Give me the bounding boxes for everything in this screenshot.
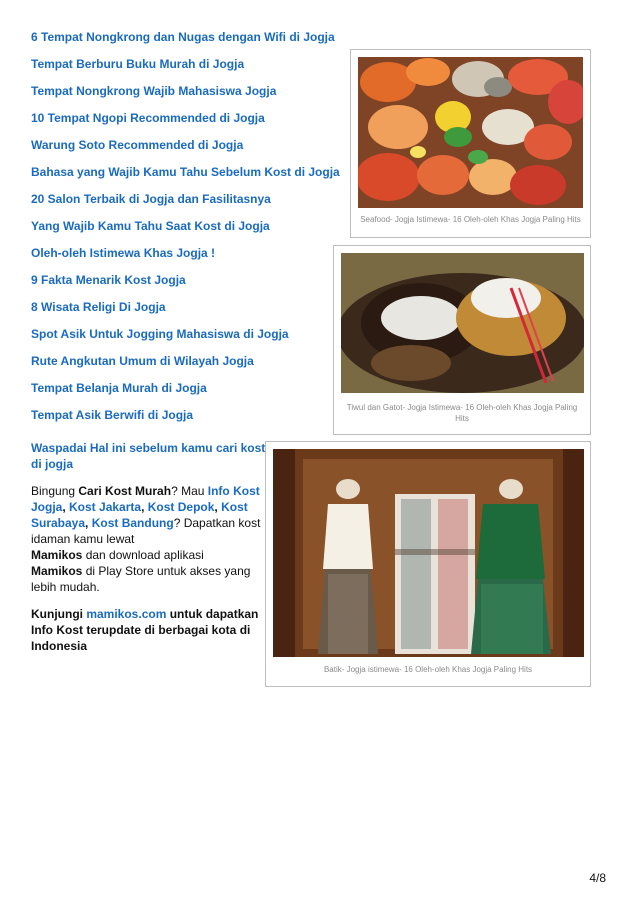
related-link[interactable]: Tempat Belanja Murah di Jogja bbox=[31, 381, 207, 395]
promo-bold: Mamikos bbox=[31, 564, 83, 578]
kost-surabaya-link[interactable]: Kost Surabaya bbox=[31, 500, 248, 530]
visit-text: untuk dapatkan Info Kost terupdate di berbagai kota di Indonesia bbox=[31, 607, 259, 653]
visit-paragraph bbox=[31, 606, 271, 654]
kost-depok-link[interactable]: Kost Depok bbox=[147, 500, 215, 514]
warning-link[interactable]: Waspadai Hal ini sebelum kamu cari kost di jogja bbox=[31, 441, 266, 471]
related-link[interactable]: Spot Asik Untuk Jogging Mahasiswa di Jogja bbox=[31, 327, 289, 341]
promo-paragraph bbox=[31, 483, 271, 595]
visit-text: Kunjungi bbox=[31, 607, 87, 621]
related-link[interactable]: Oleh-oleh Istimewa Khas Jogja ! bbox=[31, 246, 216, 260]
related-link[interactable]: 9 Fakta Menarik Kost Jogja bbox=[31, 273, 186, 287]
related-link[interactable]: Warung Soto Recommended di Jogja bbox=[31, 138, 244, 152]
figure-tiwul-gatot bbox=[333, 245, 591, 435]
related-link[interactable]: 6 Tempat Nongkrong dan Nugas dengan Wifi di Jogja bbox=[31, 30, 335, 44]
related-link[interactable]: Tempat Nongkrong Wajib Mahasiswa Jogja bbox=[31, 84, 277, 98]
related-link[interactable]: Rute Angkutan Umum di Wilayah Jogja bbox=[31, 354, 254, 368]
related-link[interactable]: 20 Salon Terbaik di Jogja dan Fasilitasnya bbox=[31, 192, 271, 206]
related-link[interactable]: Yang Wajib Kamu Tahu Saat Kost di Jogja bbox=[31, 219, 270, 233]
page-number: 4/8 bbox=[589, 871, 606, 885]
kost-jakarta-link[interactable]: Kost Jakarta bbox=[69, 500, 142, 514]
seafood-photo bbox=[358, 57, 583, 208]
promo-text: Bingung bbox=[31, 484, 79, 498]
related-link[interactable]: Bahasa yang Wajib Kamu Tahu Sebelum Kost di Jogja bbox=[31, 165, 340, 179]
figure-caption: Seafood- Jogja Istimewa- 16 Oleh-oleh Khas Jogja Paling Hits bbox=[360, 215, 581, 224]
figure-seafood bbox=[350, 49, 591, 238]
mamikos-link[interactable]: mamikos.com bbox=[86, 607, 167, 621]
promo-sep: , bbox=[141, 500, 148, 514]
related-links bbox=[31, 30, 341, 423]
promo-text: dan download aplikasi bbox=[82, 548, 204, 562]
related-link[interactable]: Tempat Asik Berwifi di Jogja bbox=[31, 408, 194, 422]
promo-text: ? Dapatkan kost idaman kamu lewat bbox=[31, 516, 261, 546]
promo-text: ? Mau bbox=[171, 484, 208, 498]
related-link[interactable]: 10 Tempat Ngopi Recommended di Jogja bbox=[31, 111, 265, 125]
figure-caption: Tiwul dan Gatot- Jogja Istimewa- 16 Oleh-oleh Khas Jogja Paling Hits bbox=[346, 403, 578, 423]
related-link[interactable]: Tempat Berburu Buku Murah di Jogja bbox=[31, 57, 245, 71]
batik-photo bbox=[273, 449, 584, 657]
promo-sep: , bbox=[214, 500, 222, 514]
tiwul-gatot-photo bbox=[341, 253, 584, 393]
batik-illustration bbox=[273, 449, 584, 657]
promo-sep: , bbox=[85, 516, 92, 530]
related-link[interactable]: 8 Wisata Religi Di Jogja bbox=[31, 300, 166, 314]
tiwul-gatot-illustration bbox=[341, 253, 584, 393]
kost-bandung-link[interactable]: Kost Bandung bbox=[91, 516, 174, 530]
figure-caption: Batik- Jogja istimewa- 16 Oleh-oleh Khas Jogja Paling Hits bbox=[323, 665, 533, 674]
promo-bold: Cari Kost Murah bbox=[78, 484, 172, 498]
info-kost-jogja-link[interactable]: Info Kost Jogja bbox=[31, 484, 260, 514]
figure-batik bbox=[265, 441, 591, 687]
promo-text: di Play Store untuk akses yang lebih mudah. bbox=[31, 564, 251, 594]
promo-sep: , bbox=[62, 500, 70, 514]
seafood-illustration bbox=[358, 57, 583, 208]
promo-bold: Mamikos bbox=[31, 548, 83, 562]
